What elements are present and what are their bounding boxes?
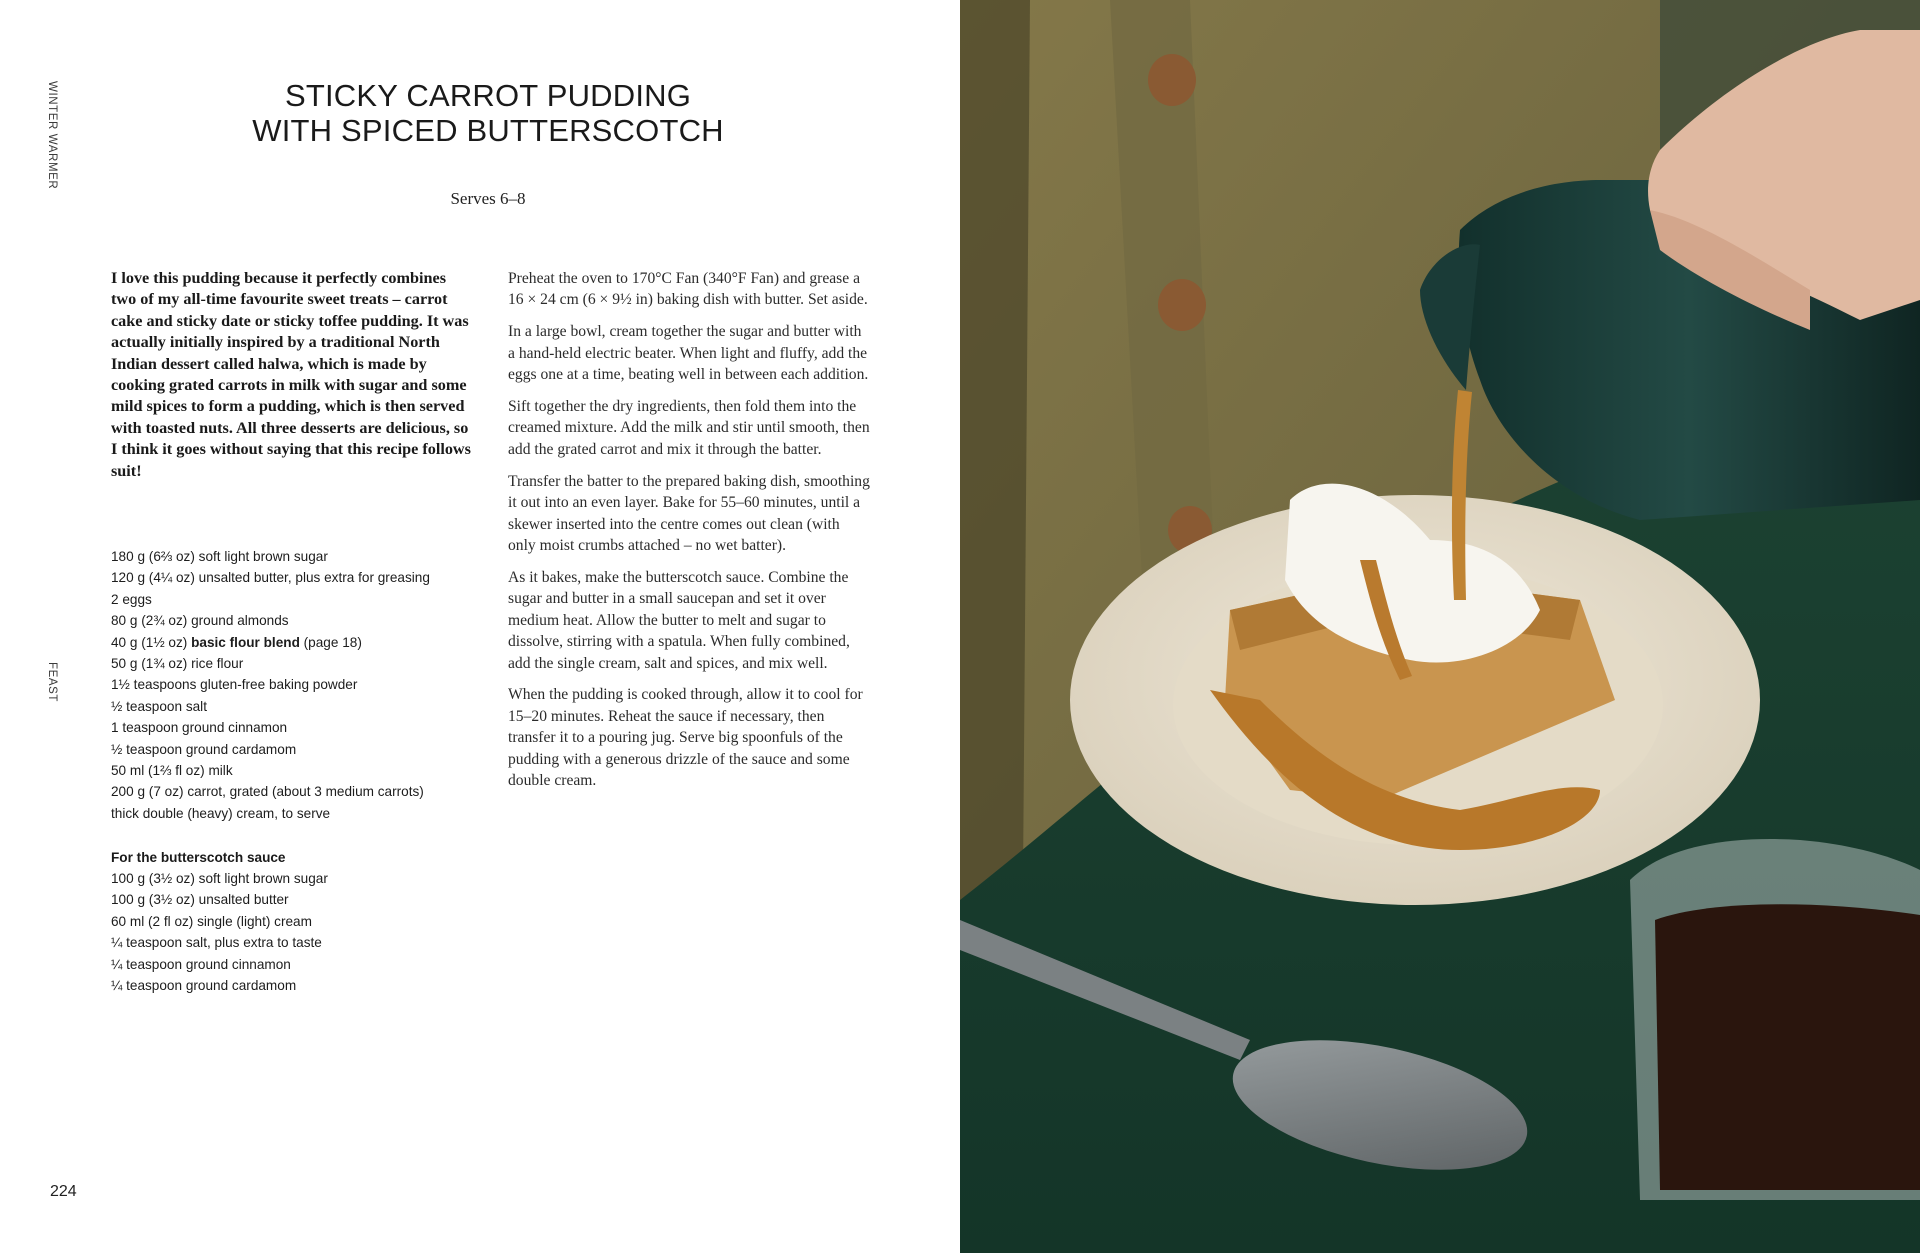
ingredient-item: 80 g (2¾ oz) ground almonds — [111, 613, 289, 629]
sauce-heading: For the butterscotch sauce — [111, 850, 286, 865]
recipe-title-line2: WITH SPICED BUTTERSCOTCH — [252, 113, 724, 148]
recipe-title — [200, 78, 776, 148]
ingredient-item: 2 eggs — [111, 591, 152, 607]
ingredient-text: (page 18) — [299, 634, 362, 650]
serves-note: Serves 6–8 — [450, 189, 526, 208]
book-running-head: FEAST — [46, 662, 58, 703]
ingredient-item — [111, 632, 491, 653]
ingredient-item: ½ teaspoon salt — [111, 698, 207, 714]
ingredient-item: 60 ml (2 fl oz) single (light) cream — [111, 913, 312, 929]
method-step: Sift together the dry ingredients, then fold them into the creamed mixture. Add the milk and stir until smooth, then add the grated carrot and mix it through the batter. — [508, 398, 870, 458]
method-step: Preheat the oven to 170°C Fan (340°F Fan) and grease a 16 × 24 cm (6 × 9½ in) baking dish with butter. Set aside. — [508, 270, 868, 309]
ingredients-list — [111, 546, 491, 824]
ingredient-item: 50 ml (1⅔ fl oz) milk — [111, 763, 233, 779]
ingredient-item: ¼ teaspoon ground cinnamon — [111, 956, 291, 972]
dark-sauce-in-glass — [1655, 904, 1920, 1190]
ingredient-item: ¼ teaspoon salt, plus extra to taste — [111, 935, 322, 951]
pudding-photo — [960, 0, 1920, 1253]
recipe-title-line1: STICKY CARROT PUDDING — [284, 78, 692, 113]
intro-paragraph: I love this pudding because it perfectly combines two of my all-time favourite sweet treats – carrot cake and sticky date or sticky toffee pudding. It was actually initially inspired by a traditional North Indian dessert called halwa, which is made by cooking grated carrots in milk with sugar and some mild spices to form a pudding, which is then served with toasted nuts. All three desserts are delicious, so I think it goes without saying that this recipe follows suit! — [111, 269, 471, 480]
ingredient-item: 1½ teaspoons gluten-free baking powder — [111, 677, 358, 693]
section-running-head: WINTER WARMER — [46, 81, 58, 190]
ingredient-item: 100 g (3½ oz) soft light brown sugar — [111, 871, 328, 886]
method-step: As it bakes, make the butterscotch sauce. Combine the sugar and butter in a small saucepan and set it over medium heat. Allow the butter to melt and sugar to dissolve, stirring with a spatula. When fully combined, add the single cream, salt and spices, and mix well. — [508, 568, 850, 672]
method-step: In a large bowl, cream together the sugar and butter with a hand-held electric beater. When light and fluffy, add the eggs one at a time, beating well in between each addition. — [508, 323, 869, 384]
ingredient-item: ½ teaspoon ground cardamom — [111, 741, 297, 757]
cross-reference-recipe: basic flour blend — [191, 634, 300, 650]
method-step: Transfer the batter to the prepared baking dish, smoothing it out into an even layer. Bake for 55–60 minutes, until a skewer inserted into the centre comes out clean (with only moist crumbs attached – no wet batter). — [508, 472, 870, 554]
ingredient-item: 1 teaspoon ground cinnamon — [111, 720, 288, 736]
method-step: When the pudding is cooked through, allow it to cool for 15–20 minutes. Reheat the sauce if necessary, then transfer it to a pouring jug. Serve big spoonfuls of the pudding with a generous drizzle of the sauce and some double cream. — [508, 686, 863, 790]
jacket-button — [1158, 279, 1206, 331]
jacket-button — [1148, 54, 1196, 106]
page-number: 224 — [50, 1183, 77, 1200]
ingredient-text: 40 g (1½ oz) — [111, 634, 192, 650]
method-column — [508, 268, 870, 802]
ingredient-item: thick double (heavy) cream, to serve — [111, 805, 331, 821]
sauce-ingredients-list — [111, 868, 491, 996]
ingredient-item: 200 g (7 oz) carrot, grated (about 3 medium carrots) — [111, 784, 424, 800]
ingredient-item: 120 g (4¼ oz) unsalted butter, plus extra for greasing — [111, 570, 430, 586]
ingredient-item: 180 g (6⅔ oz) soft light brown sugar — [111, 549, 328, 564]
ingredient-item: ¼ teaspoon ground cardamom — [111, 978, 297, 994]
ingredient-item: 50 g (1¾ oz) rice flour — [111, 656, 244, 672]
ingredient-item: 100 g (3½ oz) unsalted butter — [111, 892, 289, 908]
recipe-photo-page — [960, 0, 1920, 1253]
